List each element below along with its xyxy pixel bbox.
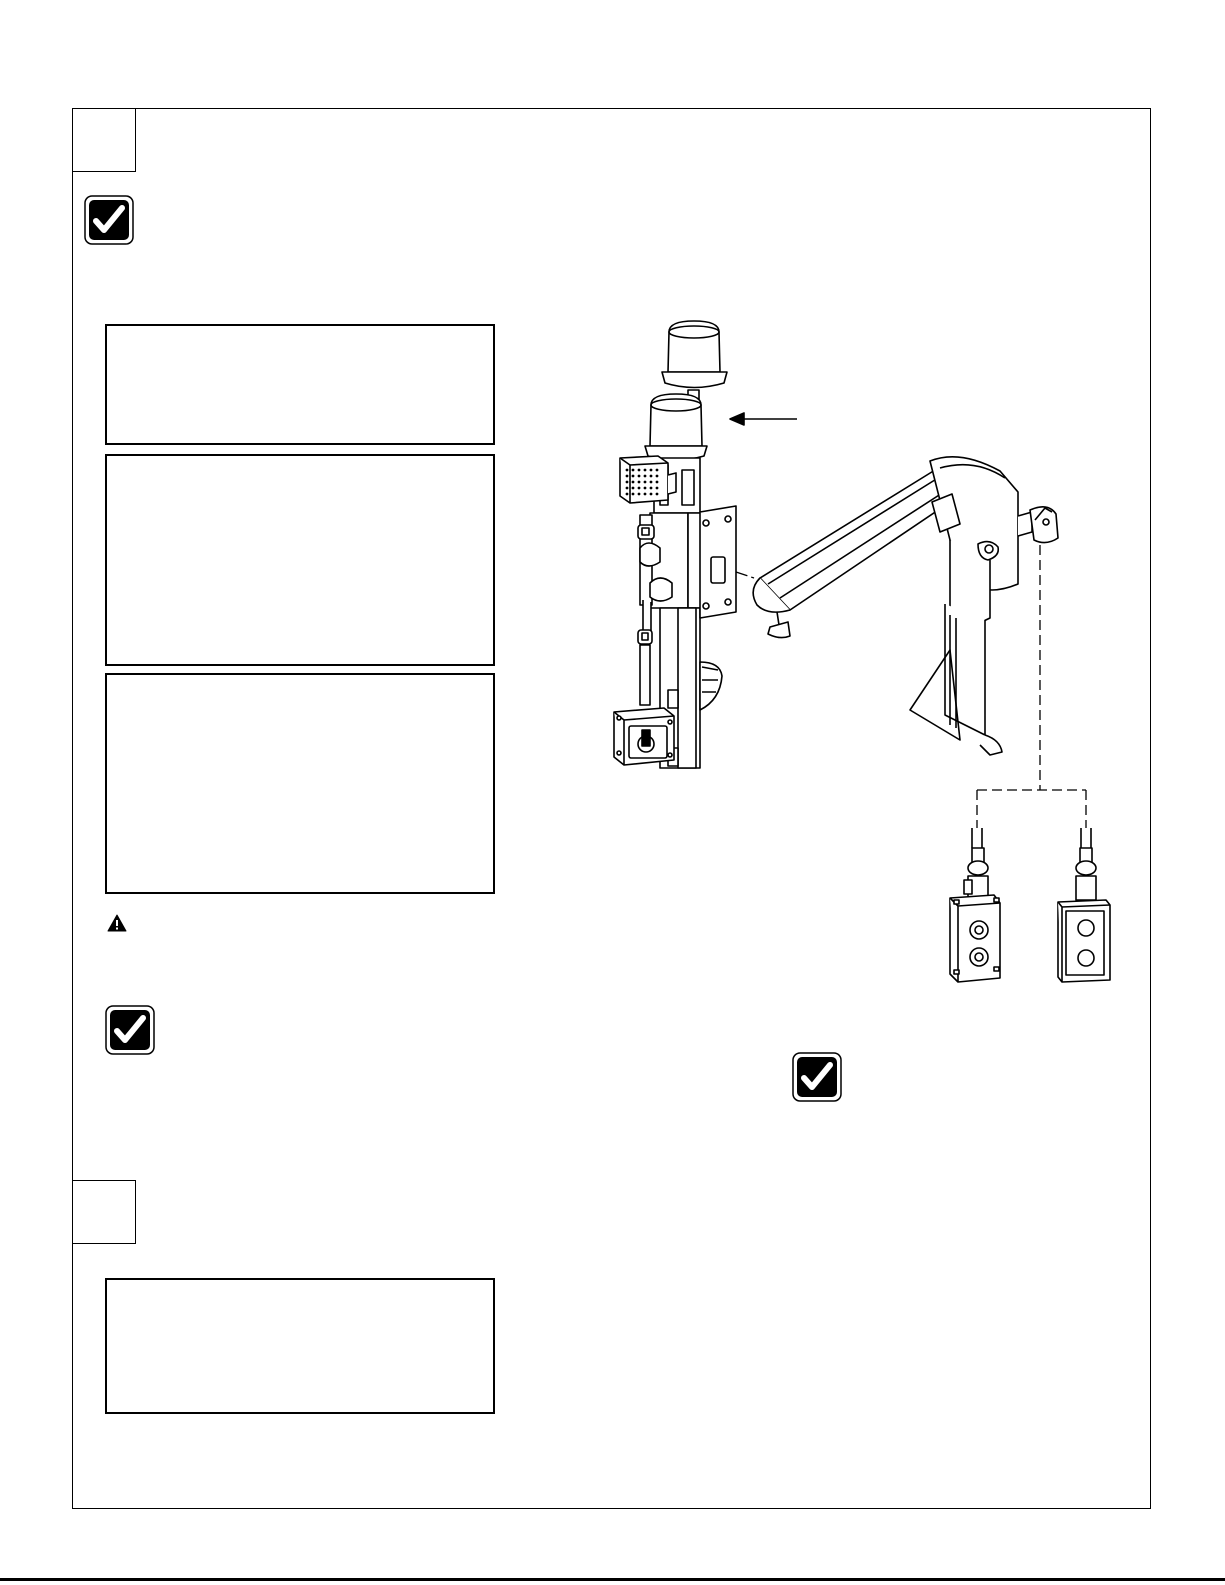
support-arm <box>753 470 962 638</box>
mounting-plate <box>700 506 736 618</box>
beacon-light-top <box>662 321 727 404</box>
push-button-station-a <box>950 828 1000 982</box>
push-button-station-b <box>1058 828 1110 982</box>
arm-post <box>910 457 1058 755</box>
selector-switch-box <box>614 708 674 765</box>
horn-speaker <box>620 456 676 503</box>
beacon-light-lower <box>645 394 707 460</box>
bottom-rule <box>0 1578 1225 1581</box>
